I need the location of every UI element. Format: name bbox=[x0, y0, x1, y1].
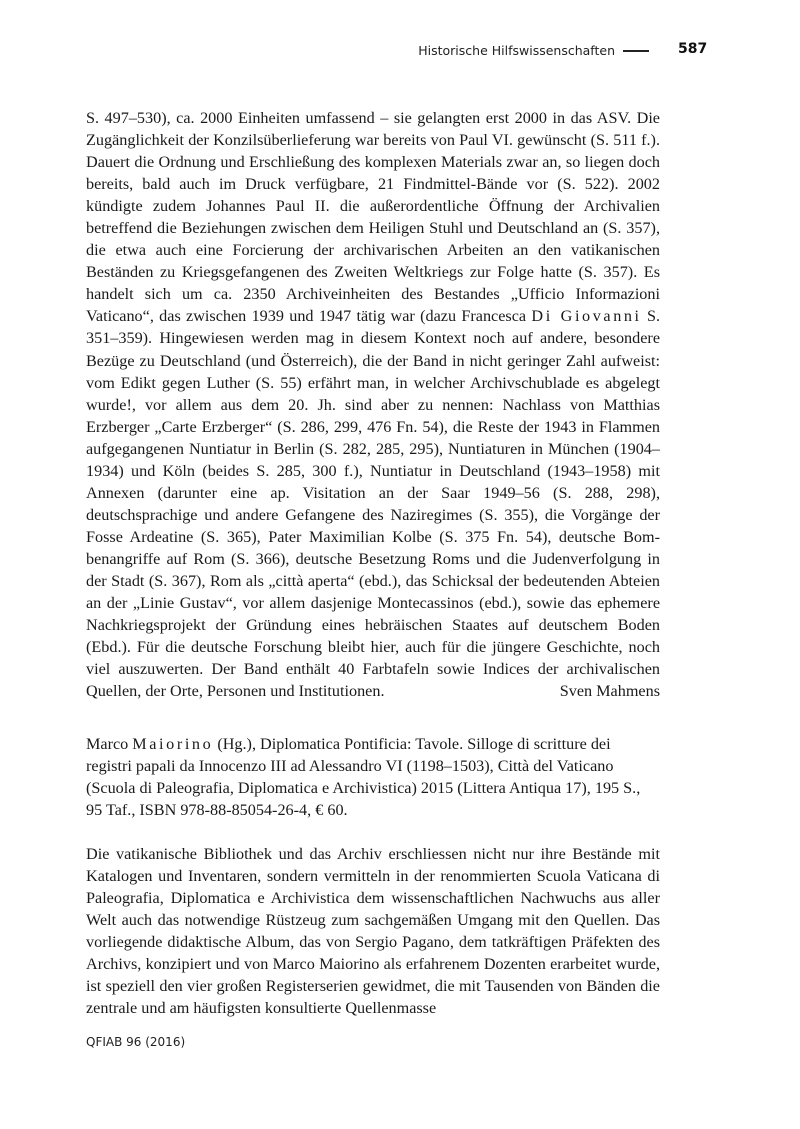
review-2-citation bbox=[86, 733, 660, 821]
cited-author: Di Giovanni bbox=[531, 307, 642, 326]
review-2-text bbox=[86, 843, 660, 1019]
journal-footer: QFIAB 96 (2016) bbox=[86, 1035, 186, 1049]
reviewer-signature: Sven Mahmens bbox=[559, 682, 660, 701]
review-1-text bbox=[86, 107, 660, 702]
page-number: 587 bbox=[678, 41, 708, 57]
paragraph-text: S. 497–530), ca. 2000 Einheiten umfassend – sie gelangten erst 2000 in das ASV. Die Zugänglichkeit der Konzilsüberlieferung war bereits von Paul VI. gewünscht (S. 511 f.). Dauert die Ordnung und Erschließung des komplexen Materials zwar an, so liegen doch bereits, bald auch im Druck verfügbare, 21 Findmittel-Bände vor (S. 522). 2002 kündigte zudem Johannes Paul II. die außerordentliche Öffnung der Archivalien betreffend die Beziehungen zwischen dem Heiligen Stuhl und Deutschland an (S. 357), die etwa auch eine Forcierung der archivarischen Arbeiten an den vatikanischen Beständen zu Kriegsgefangenen des Zweiten Weltkriegs zur Folge hatte (S. 357). Es handelt sich um ca. 2350 Archiveinheiten des Bestandes „Ufficio Informazioni Vaticano“, das zwischen 1939 und 1947 tätig war (dazu Francesca bbox=[86, 109, 660, 326]
running-title: Historische Hilfswissenschaften bbox=[418, 43, 615, 58]
header-rule bbox=[623, 50, 649, 52]
review-1-paragraph bbox=[86, 107, 660, 702]
running-head bbox=[418, 43, 658, 58]
editor-last-name: Maiorino bbox=[132, 735, 214, 753]
review-2-paragraph: Die vatikanische Bibliothek und das Archiv erschliessen nicht nur ihre Bestände mit Katalogen und Inventaren, sondern vermitteln in der renommierten Scuola Vaticana di Paleografia, Diplomatica e Archivistica dem wissenschaftlichen Nachwuchs aus aller Welt auch das notwendige Rüstzeug zum sachgemäßen Umgang mit den Quellen. Das vorliegende didaktische Album, das von Sergio Pagano, dem tatkräftigen Präfekten des Archivs, konzipiert und von Marco Maiorino als erfahrenem Dozenten erarbeitet wurde, ist speziell den vier großen Registerserien gewidmet, die mit Tausenden von Bänden die zentrale und am häufigsten konsultierte Quellenmasse bbox=[86, 845, 660, 1018]
editor-first-name: Marco bbox=[86, 735, 129, 753]
paragraph-text-cont: S. 351–359). Hingewiesen werden mag in diesem Kontext noch auf andere, besondere Bezüge zu Deutschland (und Österreich), die der Band in nicht geringer Zahl aufweist: vom Edikt gegen Luther (S. 55) erfährt man, in welcher Archivschublade es abgelegt wurde!, vor allem aus dem 20. Jh. sind aber zu nennen: Nachlass von Matthias Erzberger „Carte Erzberger“ (S. 286, 299, 476 Fn. 54), die Reste der 1943 in Flammen aufgegangenen Nuntiatur in Berlin (S. 282, 285, 295), Nuntiaturen in München (1904–1934) und Köln (beides S. 285, 300 f.), Nuntiatur in Deutschland (1943–1958) mit Annexen (darunter eine ap. Visitation an der Saar 1949–56 (S. 288, 298), deutschsprachige und andere Gefangene des Naziregimes (S. 355), die Vorgänge der Fosse Ardeatine (S. 365), Pater Maximilian Kolbe (S. 375 Fn. 54), deutsche Bombenangriffe auf Rom (S. 366), deutsche Besetzung Roms und die Judenverfolgung in der Stadt (S. 367), Rom als „città aperta“ (ebd.), das Schicksal der bedeutenden Abteien an der „Linie Gustav“, vor allem dasjenige Montecassinos (ebd.), sowie das ephemere Nachkriegsprojekt der Gründung eines hebräischen Staates auf deutschem Boden (Ebd.). Für die deutsche Forschung bleibt hier, auch für die jüngere Geschichte, noch viel auszuwerten. Der Band enthält 40 Farbtafeln sowie Indices der archivalischen Quellen, der Orte, Personen und Institutionen. bbox=[86, 307, 661, 701]
citation-text: (Hg.), Diplomatica Pontificia: Tavole. Silloge di scritture dei registri papali da Innocenzo III ad Alessandro VI (1198–1503), Città del Vaticano (Scuola di Paleografia, Diplomatica e Archivistica) 2015 (Littera Antiqua 17), 195 S., 95 Taf., ISBN 978-88-85054-26-4, € 60. bbox=[86, 735, 641, 820]
